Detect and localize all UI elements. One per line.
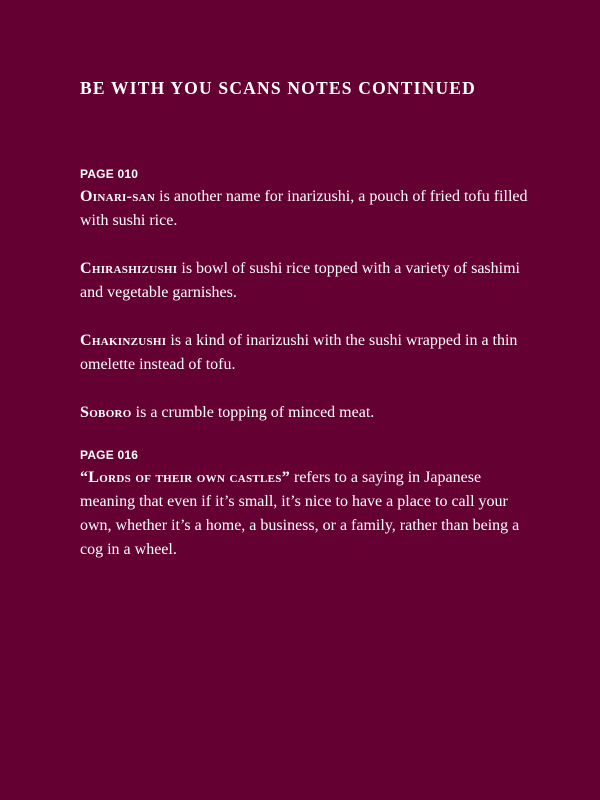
note-entry-soboro [80,401,530,425]
note-definition: is another name for inarizushi, a pouch of fried tofu filled with sushi rice. [80,188,528,229]
note-definition: is a kind of inarizushi with the sushi wrapped in a thin omelette instead of tofu. [80,332,518,373]
note-entry-chirashizushi [80,257,530,305]
note-term: Soboro [80,404,132,421]
note-term: Oinari-san [80,188,156,205]
note-definition: refers to a saying in Japanese meaning that even if it’s small, it’s nice to have a place to call your own, whether it’s a home, a business, or a family, rather than being a cog in a wheel. [80,469,520,558]
note-entry-chakinzushi [80,329,530,377]
note-definition: is a crumble topping of minced meat. [131,404,375,421]
page-number-label: PAGE 016 [80,448,139,462]
note-term: “Lords of their own castles” [80,469,290,486]
page-title: BE WITH YOU SCANS NOTES CONTINUED [80,78,477,98]
notes-section-page-016 [80,448,530,562]
note-term: Chakinzushi [80,332,167,349]
note-term: Chirashizushi [80,260,178,277]
note-definition: is bowl of sushi rice topped with a variety of sashimi and vegetable garnishes. [80,260,520,301]
notes-section-page-010 [80,167,530,425]
page-number-label: PAGE 010 [80,167,139,181]
note-entry-lords-of-their-own-castles [80,466,530,562]
note-entry-oinari-san [80,185,530,233]
